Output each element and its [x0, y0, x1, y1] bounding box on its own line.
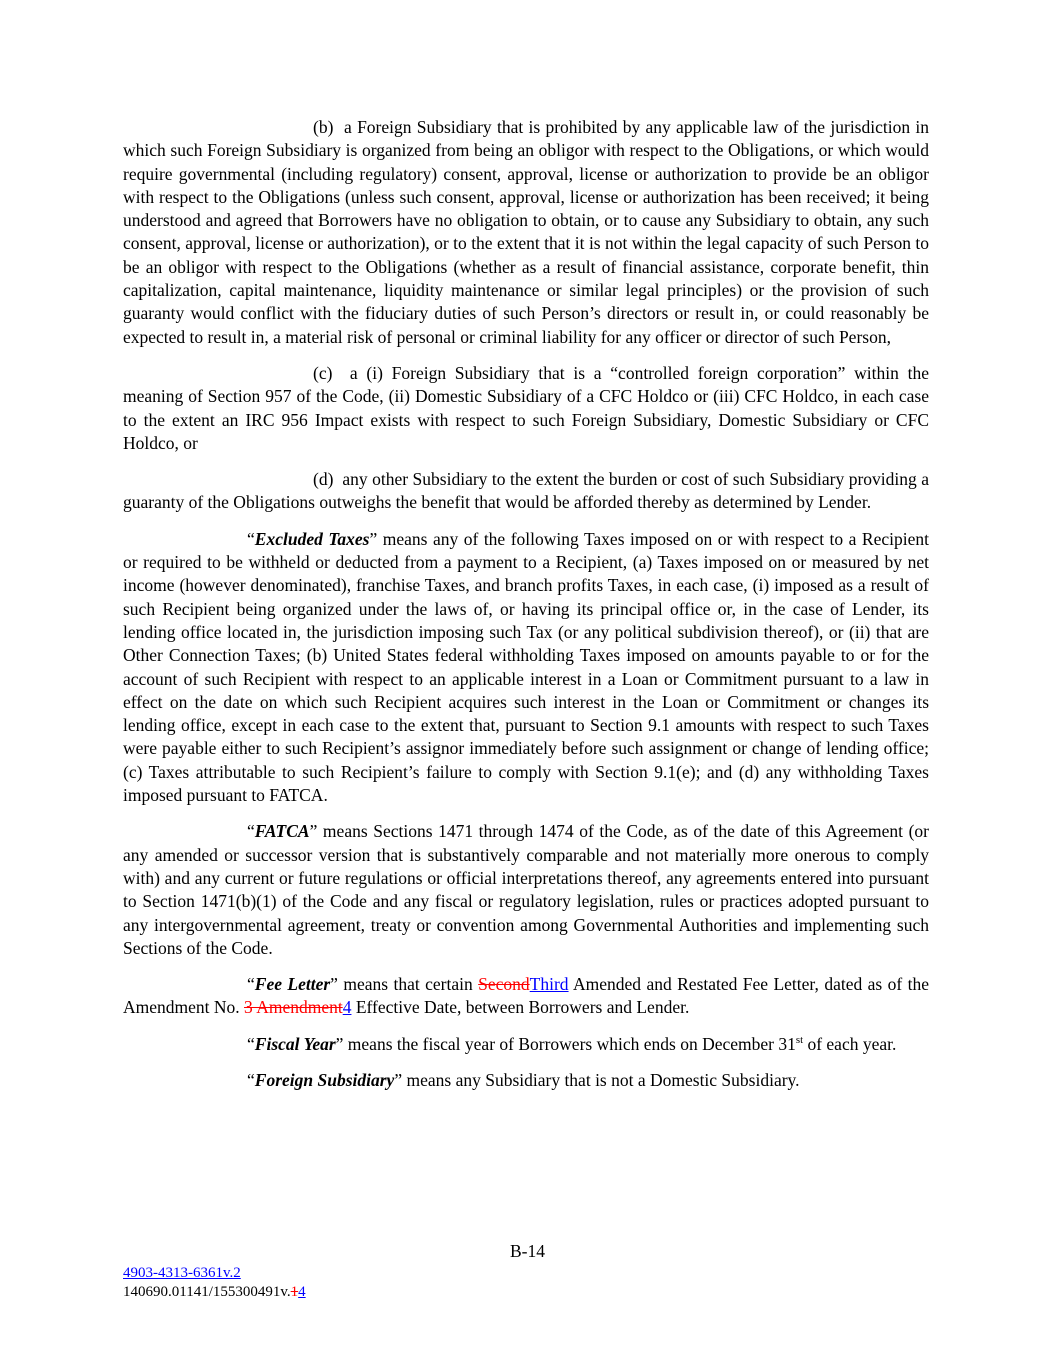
redline-deletion-3-amendment: 3 Amendment: [244, 997, 343, 1018]
definition-fee-letter-body3: Effective Date, between Borrowers and Lender.: [351, 997, 690, 1018]
footer-inserted-version: 4: [298, 1284, 306, 1300]
open-quote: “: [247, 528, 255, 549]
definition-fiscal-year-body2: of each year.: [803, 1033, 897, 1054]
defined-term-fiscal-year: Fiscal Year: [254, 1033, 336, 1054]
footer-deleted-version: 1: [290, 1284, 299, 1300]
definition-fiscal-year: [123, 1033, 929, 1056]
defined-term-foreign-subsidiary: Foreign Subsidiary: [254, 1069, 395, 1090]
page-content: [123, 116, 929, 1105]
page-number: B-14: [510, 1241, 545, 1261]
open-quote: “: [247, 1033, 255, 1054]
defined-term-excluded-taxes: Excluded Taxes: [254, 528, 370, 549]
document-footer: [123, 1264, 306, 1302]
definition-fiscal-year-body1: ” means the fiscal year of Borrowers which ends on December 31: [335, 1033, 796, 1054]
definition-fatca-body: ” means Sections 1471 through 1474 of the Code, as of the date of this Agreement (or any amended or successor version that is substantively comparable and not materially more onerous to comply with) and any current or future regulations or official interpretations thereof, any agreements entered into pursuant to Section 1471(b)(1) of the Code and any fiscal or regulatory legislation, rules or practices adopted pursuant to any intergovernmental agreement, treaty or convention among Governmental Authorities and implementing such Sections of the Code.: [123, 821, 929, 958]
footer-doc-id: 4903-4313-6361v.2: [123, 1265, 241, 1281]
definition-foreign-subsidiary-body: ” means any Subsidiary that is not a Domestic Subsidiary.: [394, 1069, 800, 1090]
definition-fee-letter-body1: ” means that certain: [330, 974, 479, 995]
clause-c: (c) a (i) Foreign Subsidiary that is a “controlled foreign corporation” within the meaning of Section 957 of the Code, (ii) Domestic Subsidiary of a CFC Holdco or (iii) CFC Holdco, in each case to the extent an IRC 956 Impact exists with respect to such Foreign Subsidiary, Domestic Subsidiary or CFC Holdco, or: [123, 362, 929, 453]
ordinal-superscript: st: [795, 1033, 804, 1046]
definition-fee-letter: [123, 973, 929, 1020]
footer-matter-number: [123, 1283, 306, 1302]
definition-excluded-taxes-body: ” means any of the following Taxes imposed on or with respect to a Recipient or required to be withheld or deducted from a payment to a Recipient, (a) Taxes imposed on or measured by net income (however denominated), franchise Taxes, and branch profits Taxes, in each case, (i) imposed as a result of such Recipient being organized under the laws of, or having its principal office or, in the case of Lender, its lending office located in, the jurisdiction imposing such Tax (or any political subdivision thereof), or (ii) that are Other Connection Taxes; (b) United States federal withholding Taxes imposed on amounts payable to or for the account of such Recipient with respect to an applicable interest in a Loan or Commitment pursuant to a law in effect on the date on which such Recipient acquires such interest in the Loan or Commitment or changes its lending office, except in each case to the extent that, pursuant to Section 9.1 amounts with respect to such Taxes were payable either to such Recipient’s assignor immediately before such assignment or change of lending office; (c) Taxes attributable to such Recipient’s failure to comply with Section 9.1(e); and (d) any withholding Taxes imposed pursuant to FATCA.: [123, 528, 929, 806]
open-quote: “: [247, 821, 255, 842]
clause-b: (b) a Foreign Subsidiary that is prohibited by any applicable law of the jurisdiction in which such Foreign Subsidiary is organized from being an obligor with respect to the Obligations, or which would require governmental (including regulatory) consent, approval, license or authorization to provide be an obligor with respect to the Obligations (unless such consent, approval, license or authorization has been received; it being understood and agreed that Borrowers have no obligation to obtain, or to cause any Subsidiary to obtain, any such consent, approval, license or authorization), or to the extent that it is not within the legal capacity of such Person to be an obligor with respect to the Obligations (whether as a result of financial assistance, corporate benefit, thin capitalization, capital maintenance, liquidity maintenance or similar legal principles) or the provision of such guaranty would conflict with the fiduciary duties of such Person’s directors or result in, or could reasonably be expected to result in, a material risk of personal or criminal liability for any officer or director of such Person,: [123, 117, 929, 347]
redline-insertion-4: 4: [342, 997, 352, 1018]
definition-fee-letter-body2: Amended and Restated Fee Letter, dated as of the Amendment No.: [123, 974, 930, 1018]
definition-foreign-subsidiary: [123, 1069, 929, 1092]
footer-matter-prefix: 140690.01141/155300491v.: [123, 1284, 291, 1300]
open-quote: “: [247, 1069, 255, 1090]
redline-deletion-second: Second: [478, 974, 530, 995]
defined-term-fatca: FATCA: [254, 821, 310, 842]
defined-term-fee-letter: Fee Letter: [254, 974, 331, 995]
open-quote: “: [247, 974, 255, 995]
redline-insertion-third: Third: [529, 974, 569, 995]
definition-excluded-taxes: [123, 528, 929, 808]
definition-fatca: [123, 820, 929, 960]
clause-d: (d) any other Subsidiary to the extent the burden or cost of such Subsidiary providing a guaranty of the Obligations outweighs the benefit that would be afforded thereby as determined by Lender.: [123, 469, 929, 513]
